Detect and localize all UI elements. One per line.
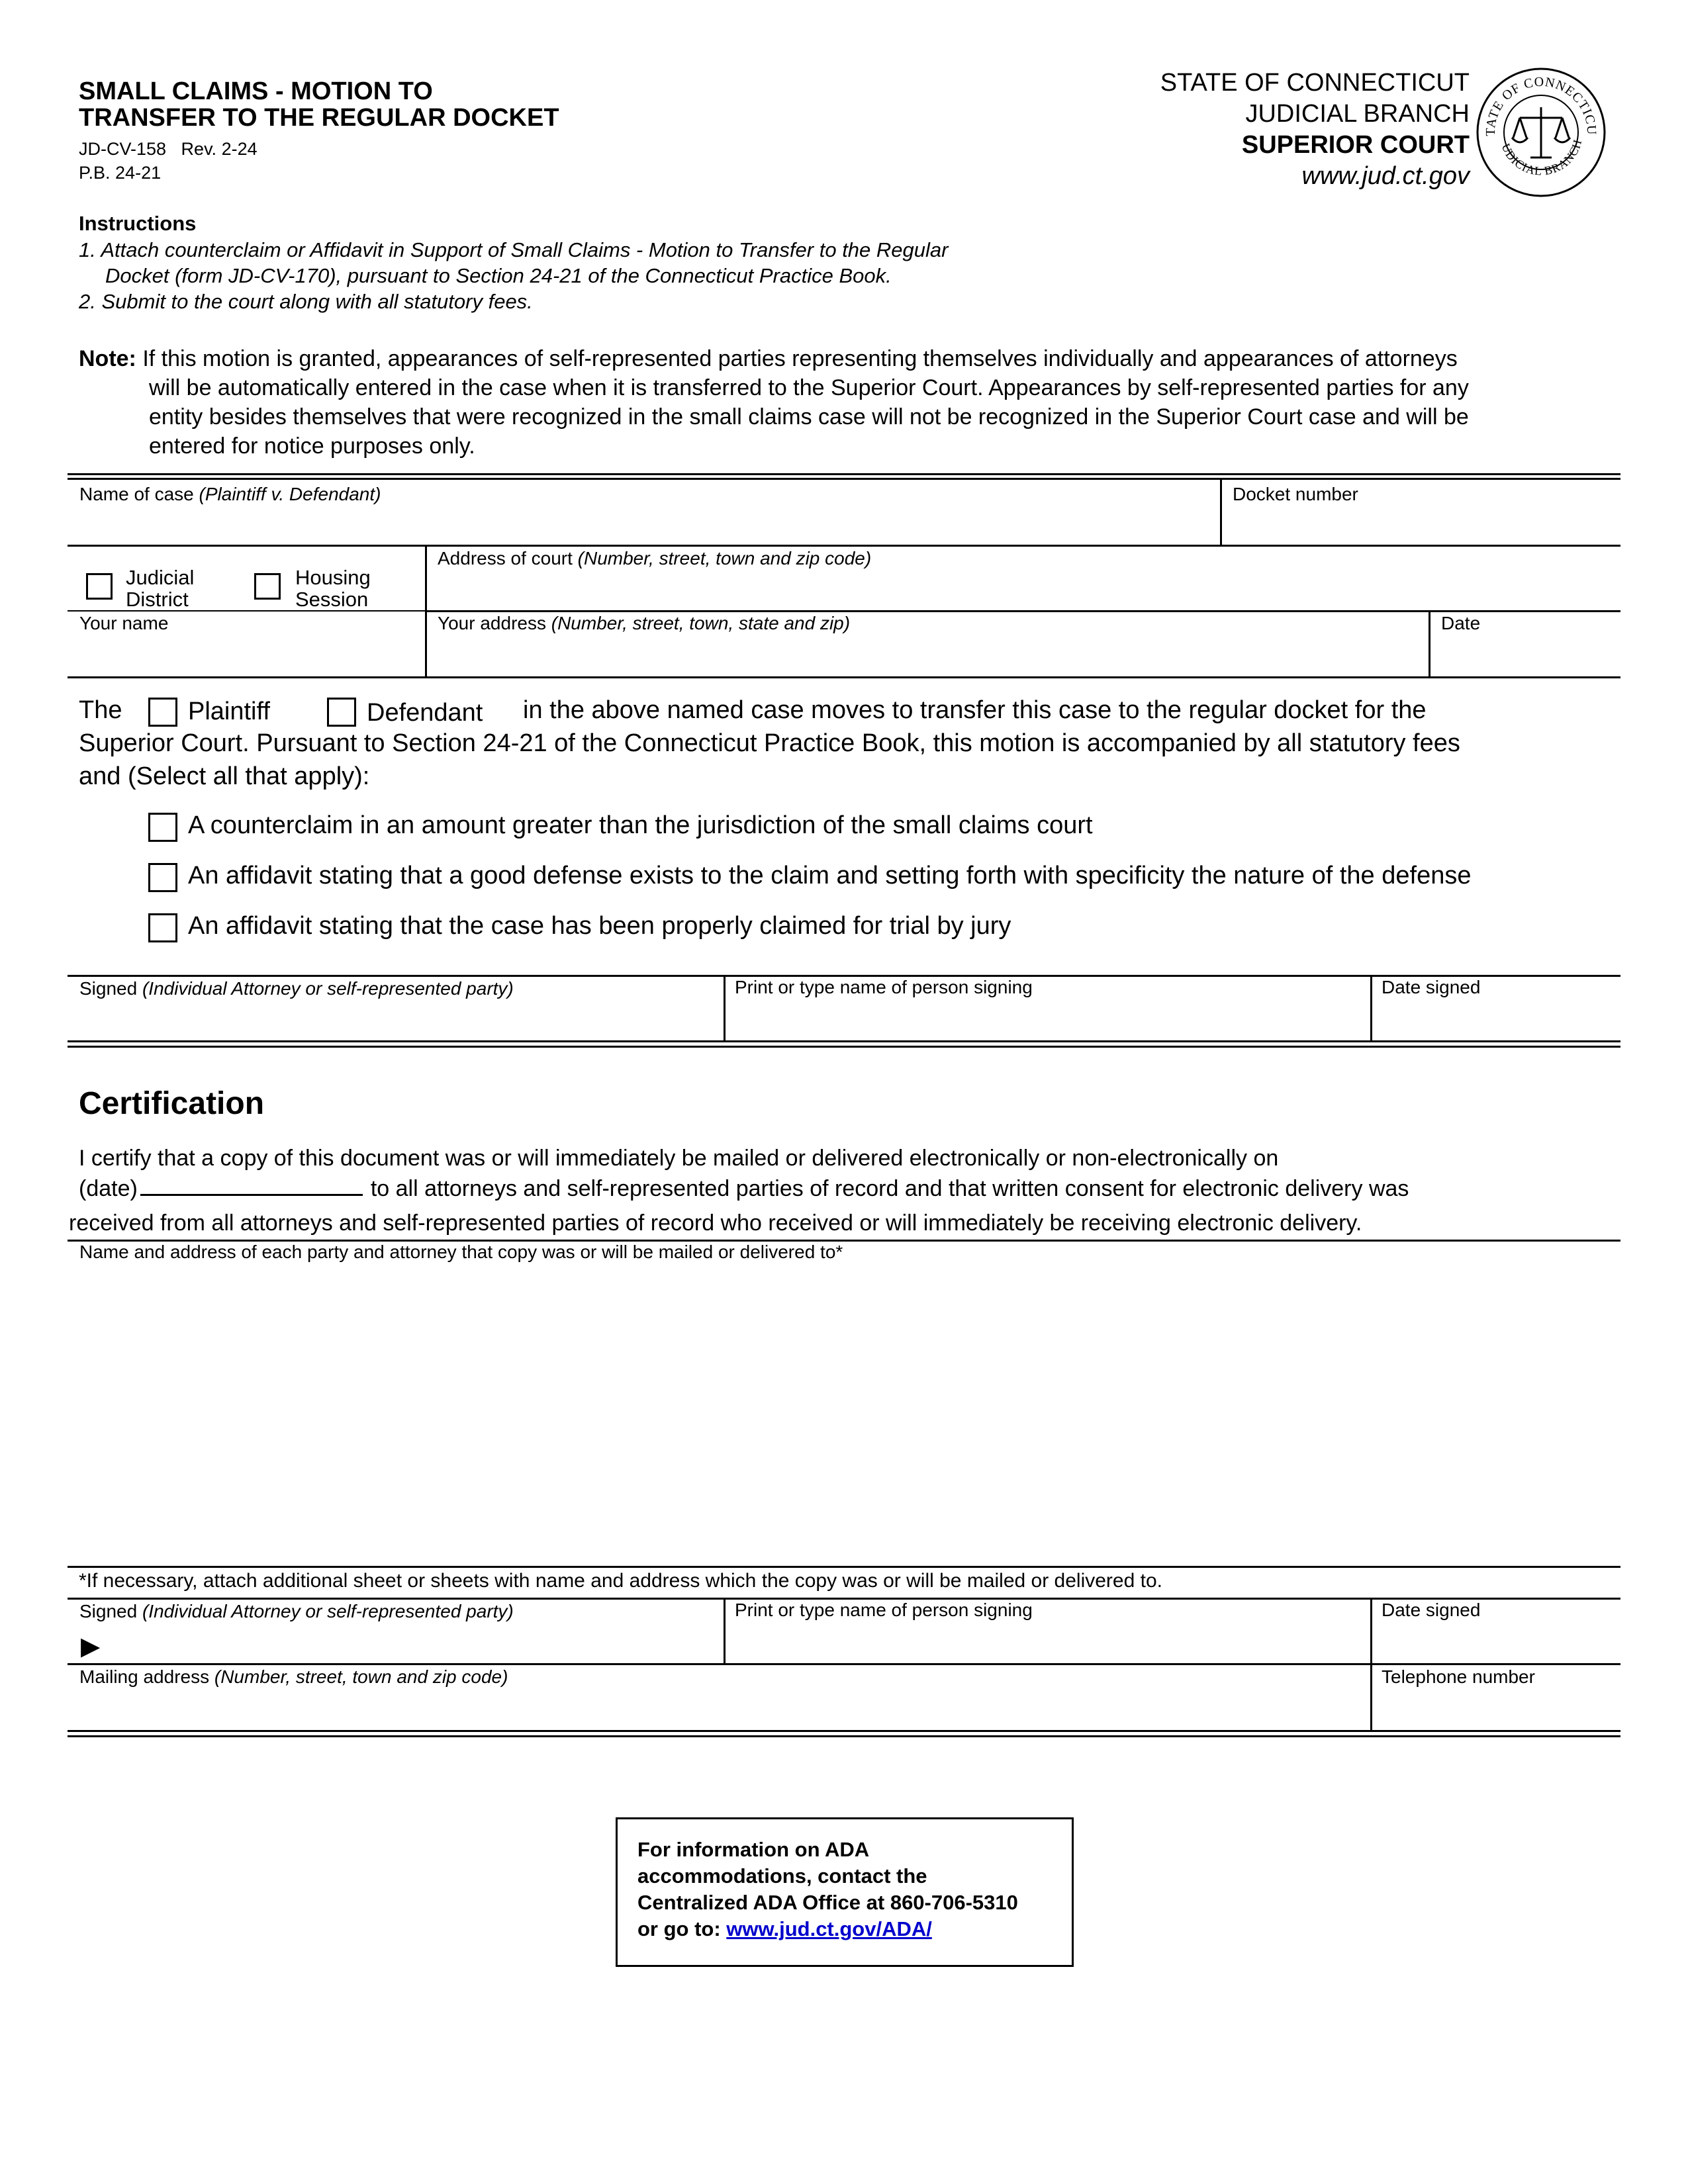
judicial-seal	[1475, 66, 1607, 199]
signed-label: Signed	[79, 978, 138, 999]
plaintiff-checkbox[interactable]	[148, 698, 177, 727]
certification-date-input[interactable]	[140, 1174, 363, 1196]
court-header	[1160, 68, 1470, 192]
date-signed-label: Date signed	[1382, 977, 1481, 997]
date-signed-field-2[interactable]	[1372, 1600, 1619, 1663]
note-line3: entity besides themselves that were recognized in the small claims case will not be recognized in the Superior Court case and will be	[149, 404, 1469, 430]
practice-book-ref: P.B. 24-21	[79, 163, 162, 183]
certification-date-prefix: (date)	[79, 1176, 138, 1201]
signed-label-2: Signed	[79, 1601, 138, 1621]
defendant-label: Defendant	[367, 699, 483, 727]
address-of-court-field[interactable]	[427, 547, 1618, 610]
date-field[interactable]	[1430, 612, 1619, 676]
print-name-label: Print or type name of person signing	[735, 977, 1033, 997]
signed-field-2[interactable]	[69, 1600, 722, 1663]
svg-text:STATE OF CONNECTICUT: TATE OF CONNECTICU	[1483, 74, 1599, 136]
form-title	[79, 78, 559, 131]
note-line2: will be automatically entered in the case when it is transferred to the Superior Court. Appearances by self-represented parties for any	[149, 375, 1469, 400]
instructions-heading: Instructions	[79, 212, 197, 235]
good-defense-checkbox[interactable]	[148, 863, 177, 892]
name-of-case-hint: (Plaintiff v. Defendant)	[199, 484, 381, 504]
housing-session-checkbox[interactable]	[254, 573, 281, 600]
docket-number-label: Docket number	[1233, 484, 1358, 504]
print-name-field-2[interactable]	[726, 1600, 1369, 1663]
your-address-label: Your address	[438, 613, 546, 633]
signed-hint: (Individual Attorney or self-represented party)	[142, 978, 514, 999]
housing-session-label: Housing Session	[295, 566, 371, 611]
option-jury-trial: An affidavit stating that the case has been properly claimed for trial by jury	[188, 912, 1011, 940]
divider	[68, 1046, 1620, 1048]
motion-the: The	[79, 696, 122, 724]
ada-line3: Centralized ADA Office at 860-706-5310	[637, 1891, 1018, 1914]
date-label: Date	[1441, 613, 1481, 633]
option-counterclaim: A counterclaim in an amount greater than the jurisdiction of the small claims court	[188, 811, 1093, 839]
form-number: JD-CV-158 Rev. 2-24	[79, 139, 258, 159]
name-of-case-label: Name of case	[79, 484, 194, 504]
note-line4: entered for notice purposes only.	[149, 433, 475, 459]
svg-text:JUDICIAL BRANCH: UDICIAL BRANCH	[1499, 137, 1585, 178]
instruction-item-1-cont: Docket (form JD-CV-170), pursuant to Section 24-21 of the Connecticut Practice Book.	[105, 264, 892, 287]
court-name: SUPERIOR COURT	[1241, 131, 1470, 159]
instruction-item-2: 2. Submit to the court along with all statutory fees.	[79, 290, 533, 313]
mailing-address-field[interactable]	[69, 1665, 1369, 1729]
telephone-label: Telephone number	[1382, 1666, 1535, 1687]
ada-link[interactable]: www.jud.ct.gov/ADA/	[726, 1917, 932, 1940]
certification-heading: Certification	[79, 1086, 265, 1121]
certification-line3: received from all attorneys and self-represented parties of record who received or will immediately be receiving electronic delivery.	[69, 1210, 1362, 1236]
date-signed-label-2: Date signed	[1382, 1600, 1481, 1620]
branch-name: JUDICIAL BRANCH	[1245, 100, 1470, 128]
divider	[68, 1040, 1620, 1042]
address-of-court-hint: (Number, street, town and zip code)	[577, 548, 872, 569]
form-title-line1: SMALL CLAIMS - MOTION TO	[79, 77, 433, 105]
certification-line2-text: to all attorneys and self-represented parties of record and that written consent for electronic delivery was	[370, 1176, 1409, 1201]
note-label: Note:	[79, 346, 136, 371]
instruction-item-1: 1. Attach counterclaim or Affidavit in Support of Small Claims - Motion to Transfer to the Regular	[79, 238, 949, 261]
option-good-defense: An affidavit stating that a good defense exists to the claim and setting forth with specificity the nature of the defense	[188, 862, 1472, 889]
state-name: STATE OF CONNECTICUT	[1160, 69, 1470, 97]
judicial-district-checkbox[interactable]	[86, 573, 113, 600]
motion-line1: in the above named case moves to transfer this case to the regular docket for the	[523, 696, 1427, 724]
ada-info-box	[616, 1817, 1074, 1967]
ada-line4: or go to: www.jud.ct.gov/ADA/	[637, 1917, 932, 1940]
counterclaim-checkbox[interactable]	[148, 813, 177, 842]
divider	[68, 473, 1620, 475]
print-name-field[interactable]	[726, 977, 1369, 1040]
your-address-field[interactable]	[427, 612, 1428, 676]
divider	[68, 676, 1620, 678]
name-address-label: Name and address of each party and attorney that copy was or will be mailed or delivered to*	[79, 1242, 843, 1262]
note	[79, 344, 1615, 461]
sign-here-arrow-icon: ▶	[81, 1633, 101, 1661]
ada-line1: For information on ADA	[637, 1838, 870, 1861]
defendant-checkbox[interactable]	[327, 698, 356, 727]
mailing-address-hint: (Number, street, town and zip code)	[214, 1666, 508, 1687]
signed-field[interactable]	[69, 977, 722, 1040]
certification-line1: I certify that a copy of this document was or will immediately be mailed or delivered electronically or non-electronically on	[79, 1146, 1279, 1171]
your-name-label: Your name	[79, 613, 169, 633]
your-name-field[interactable]	[69, 612, 424, 676]
divider	[68, 1566, 1620, 1568]
address-of-court-label: Address of court	[438, 548, 573, 569]
signed-hint-2: (Individual Attorney or self-represented party)	[142, 1601, 514, 1621]
date-signed-field[interactable]	[1372, 977, 1619, 1040]
plaintiff-label: Plaintiff	[188, 698, 270, 725]
telephone-field[interactable]	[1372, 1665, 1619, 1729]
your-address-hint: (Number, street, town, state and zip)	[551, 613, 851, 633]
motion-line2: Superior Court. Pursuant to Section 24-21 of the Connecticut Practice Book, this motion is accompanied by all statutory fees	[79, 729, 1460, 757]
divider	[68, 1730, 1620, 1732]
website-link[interactable]: www.jud.ct.gov	[1301, 162, 1470, 190]
instructions-list	[79, 237, 948, 314]
mailing-address-label: Mailing address	[79, 1666, 210, 1687]
note-line1: If this motion is granted, appearances of self-represented parties representing themselves individually and appearances of attorneys	[142, 346, 1458, 371]
name-address-list-field[interactable]	[69, 1242, 1619, 1566]
ada-line2: accommodations, contact the	[637, 1864, 927, 1888]
divider	[68, 1735, 1620, 1737]
certification-line2	[79, 1174, 1409, 1204]
footnote: *If necessary, attach additional sheet or sheets with name and address which the copy was or will be mailed or delivered to.	[79, 1570, 1162, 1592]
print-name-label-2: Print or type name of person signing	[735, 1600, 1033, 1620]
docket-number-field[interactable]	[1222, 480, 1619, 546]
name-of-case-field[interactable]	[69, 480, 1221, 546]
judicial-district-label: Judicial District	[126, 566, 195, 611]
motion-line3: and (Select all that apply):	[79, 762, 370, 790]
form-title-line2: TRANSFER TO THE REGULAR DOCKET	[79, 104, 559, 132]
jury-trial-checkbox[interactable]	[148, 913, 177, 942]
